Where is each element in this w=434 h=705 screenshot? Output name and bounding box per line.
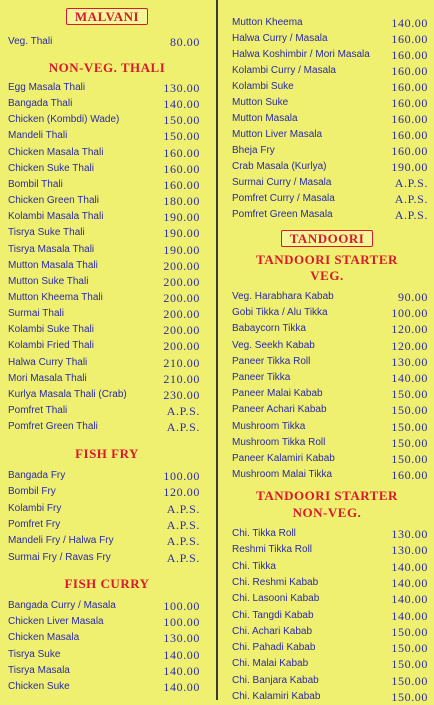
menu-item-name: Paneer Achari Kabab (232, 404, 327, 416)
menu-item (8, 322, 200, 338)
menu-item (8, 679, 200, 695)
menu-item-name: Chicken Liver Masala (8, 616, 104, 628)
menu-item-price: 130.00 (163, 631, 200, 646)
menu-item (8, 403, 200, 419)
menu-item-price: 160.00 (163, 145, 200, 160)
menu-item-price: 210.00 (163, 355, 200, 370)
menu-item-name: Halwa Koshimbir / Mori Masala (232, 49, 370, 60)
menu-item-name: Kolambi Suke Thali (8, 324, 94, 336)
menu-item-price: 190.00 (163, 210, 200, 225)
menu-item-price: 150.00 (391, 673, 428, 688)
menu-item-price: 200.00 (163, 307, 200, 322)
menu-item (232, 207, 428, 223)
menu-item-name: Mandeli Thali (8, 130, 68, 142)
menu-item-price: 90.00 (398, 290, 428, 304)
menu-item-name: Chi. Malai Kabab (232, 658, 309, 670)
menu-item (232, 370, 428, 386)
menu-item (8, 550, 200, 566)
menu-item-price: 200.00 (163, 258, 200, 273)
menu-item (232, 111, 428, 127)
menu-item (8, 387, 200, 403)
menu-item (8, 34, 200, 50)
menu-item (8, 161, 200, 177)
menu-item-name: Chicken Masala Thali (8, 146, 104, 158)
nonveg-thali-heading: NON-VEG. THALI (48, 60, 166, 75)
menu-item-price: A.P.S. (166, 534, 200, 549)
menu-item (232, 143, 428, 159)
menu-item-price: 140.00 (163, 680, 200, 694)
menu-item-name: Surmai Fry / Ravas Fry (8, 551, 111, 563)
menu-item-price: 100.00 (163, 469, 200, 483)
menu-item-name: Veg. Thali (8, 36, 53, 47)
menu-item-price: 190.00 (391, 160, 428, 174)
menu-item-name: Chicken Green Thali (8, 195, 99, 207)
menu-item-price: 150.00 (391, 657, 428, 672)
menu-item-name: Chi. Tangdi Kabab (232, 609, 314, 621)
menu-item-price: 120.00 (391, 338, 428, 353)
menu-item-price: 130.00 (391, 543, 428, 558)
menu-item (8, 468, 200, 484)
menu-item (232, 386, 428, 402)
menu-item (8, 209, 200, 225)
menu-item (232, 559, 428, 575)
menu-item-price: 190.00 (163, 226, 200, 241)
menu-item (232, 467, 428, 483)
menu-item-name: Chi. Kalamiri Kabab (232, 691, 321, 702)
menu-item (232, 354, 428, 370)
menu-item-price: 160.00 (391, 32, 428, 46)
menu-item-name: Mandeli Fry / Halwa Fry (8, 535, 114, 547)
menu-item-price: 130.00 (391, 354, 428, 369)
menu-item-price: 160.00 (163, 161, 200, 176)
menu-item-price: 160.00 (391, 80, 428, 94)
menu-item-name: Bombil Fry (8, 486, 56, 498)
menu-item-name: Paneer Tikka Roll (232, 355, 311, 367)
menu-item-price: 140.00 (391, 559, 428, 574)
menu-item (232, 526, 428, 542)
menu-item-name: Bheja Fry (232, 145, 275, 156)
menu-item-name: Babaycorn Tikka (232, 323, 306, 335)
fish-curry-heading: FISH CURRY (64, 576, 150, 591)
menu-item (232, 451, 428, 467)
tandoori-heading: TANDOORI (220, 230, 434, 248)
menu-item (8, 274, 200, 290)
menu-item-price: 140.00 (391, 16, 428, 30)
menu-item (8, 96, 200, 112)
menu-item-name: Chi. Reshmi Kabab (232, 576, 319, 588)
menu-item-price: A.P.S. (166, 404, 200, 418)
menu-item-name: Pomfret Green Masala (232, 209, 333, 220)
menu-item (8, 225, 200, 241)
menu-item (8, 112, 200, 128)
menu-item (232, 608, 428, 624)
menu-item-price: A.P.S. (166, 517, 200, 532)
menu-item-name: Halwa Curry Thali (8, 356, 88, 368)
menu-item-price: 200.00 (163, 290, 200, 305)
menu-item-name: Chi. Tikka (232, 560, 276, 572)
menu-item-name: Chi. Lasooni Kabab (232, 593, 320, 605)
menu-item-price: 160.00 (391, 64, 428, 78)
menu-item (8, 80, 200, 96)
menu-item-name: Paneer Malai Kabab (232, 388, 323, 400)
menu-item-name: Kolambi Fried Thali (8, 340, 94, 352)
menu-item-name: Mushroom Tikka Roll (232, 436, 326, 448)
menu-item-name: Chi. Achari Kabab (232, 625, 313, 637)
menu-item-price: 150.00 (391, 452, 428, 466)
menu-item (8, 355, 200, 371)
menu-item (232, 63, 428, 79)
menu-item (232, 419, 428, 435)
menu-item-name: Mutton Suke (232, 97, 289, 108)
menu-item (8, 306, 200, 322)
menu-item-name: Chicken Suke Thali (8, 162, 94, 174)
menu-item-name: Pomfret Thali (8, 405, 68, 416)
nonveg-starter-heading: TANDOORI STARTER (256, 488, 398, 503)
menu-item-name: Kolambi Curry / Masala (232, 65, 336, 76)
menu-item (232, 542, 428, 558)
menu-item (232, 15, 428, 31)
menu-item-price: A.P.S. (394, 208, 428, 222)
menu-item (8, 517, 200, 533)
menu-item-price: 140.00 (163, 97, 200, 112)
menu-item (232, 673, 428, 689)
menu-item-price: 150.00 (163, 113, 200, 128)
menu-item-price: 130.00 (391, 527, 428, 541)
menu-item-name: Tisrya Masala Thali (8, 243, 95, 255)
menu-item-price: 80.00 (170, 35, 200, 49)
menu-item (8, 177, 200, 193)
menu-item-price: 150.00 (391, 387, 428, 402)
menu-item-price: 160.00 (391, 96, 428, 110)
menu-item-price: 150.00 (163, 129, 200, 144)
menu-item-price: 140.00 (163, 663, 200, 678)
menu-item-price: 120.00 (391, 322, 428, 337)
menu-item (232, 31, 428, 47)
menu-item (232, 656, 428, 672)
menu-item-price: 190.00 (163, 242, 200, 257)
menu-item-name: Kolambi Fry (8, 502, 62, 514)
menu-item-name: Mutton Masala (232, 113, 298, 124)
menu-item (232, 159, 428, 175)
menu-item-price: 160.00 (391, 112, 428, 126)
malvani-heading: MALVANI (0, 8, 214, 26)
menu-item (232, 338, 428, 354)
menu-item-name: Veg. Harabhara Kabab (232, 291, 334, 302)
menu-item (8, 242, 200, 258)
menu-item (8, 193, 200, 209)
menu-item-name: Mushroom Malai Tikka (232, 469, 333, 481)
menu-item-name: Chicken Suke (8, 681, 70, 692)
menu-item-price: 200.00 (163, 323, 200, 338)
menu-item (232, 95, 428, 111)
menu-item-price: 100.00 (163, 615, 200, 630)
menu-item (232, 640, 428, 656)
menu-item-price: 140.00 (391, 592, 428, 607)
menu-item-price: 160.00 (391, 48, 428, 62)
menu-item-name: Chi. Pahadi Kabab (232, 642, 316, 654)
menu-item (8, 647, 200, 663)
menu-item-price: A.P.S. (166, 501, 200, 516)
menu-item (8, 338, 200, 354)
menu-item (232, 402, 428, 418)
menu-item-name: Mutton Suke Thali (8, 275, 89, 287)
menu-item-price: A.P.S. (394, 176, 428, 190)
menu-item-name: Mutton Kheema (232, 17, 303, 28)
fish-fry-heading: FISH FRY (75, 446, 139, 461)
menu-item-price: 100.00 (163, 599, 200, 613)
menu-item (8, 371, 200, 387)
menu-item-price: 200.00 (163, 339, 200, 354)
menu-item (232, 47, 428, 63)
menu-item-name: Gobi Tikka / Alu Tikka (232, 307, 328, 319)
menu-item-name: Tisrya Masala (8, 664, 70, 676)
menu-item (8, 598, 200, 614)
menu-item-name: Tisrya Suke Thali (8, 227, 85, 239)
menu-item (8, 258, 200, 274)
menu-item-name: Kolambi Masala Thali (8, 211, 104, 223)
menu-item-name: Mutton Masala Thali (8, 259, 98, 271)
menu-item (232, 175, 428, 191)
menu-item-price: 230.00 (163, 387, 200, 402)
menu-item-name: Mori Masala Thali (8, 372, 87, 384)
menu-item-price: 150.00 (391, 403, 428, 418)
menu-item-name: Egg Masala Thali (8, 82, 86, 93)
menu-item-name: Mutton Kheema Thali (8, 291, 103, 303)
menu-item-name: Veg. Seekh Kabab (232, 339, 315, 351)
menu-item-name: Paneer Tikka (232, 372, 291, 383)
menu-item (232, 624, 428, 640)
menu-item-price: 140.00 (391, 575, 428, 590)
menu-item-price: A.P.S. (166, 550, 200, 565)
menu-item-price: 150.00 (391, 641, 428, 656)
menu-item-price: 140.00 (391, 608, 428, 623)
menu-item (8, 533, 200, 549)
menu-item-name: Bangada Curry / Masala (8, 600, 116, 611)
menu-item (8, 630, 200, 646)
menu-item-price: 160.00 (163, 177, 200, 192)
menu-item-price: 210.00 (163, 371, 200, 386)
menu-item-name: Mushroom Tikka (232, 420, 306, 432)
menu-item-price: 200.00 (163, 274, 200, 289)
menu-item (232, 191, 428, 207)
menu-item-name: Chi. Tikka Roll (232, 528, 296, 539)
menu-item-name: Bangada Thali (8, 98, 73, 110)
menu-item-name: Tisrya Suke (8, 648, 61, 660)
menu-item (8, 484, 200, 500)
menu-item (8, 419, 200, 435)
veg-label: VEG. (310, 268, 344, 283)
menu-item-price: A.P.S. (394, 192, 428, 206)
menu-item (8, 501, 200, 517)
menu-item-price: 100.00 (391, 306, 428, 321)
menu-item (8, 663, 200, 679)
menu-item-price: 150.00 (391, 624, 428, 639)
menu-item-name: Kolambi Suke (232, 81, 294, 92)
menu-item-name: Pomfret Green Thali (8, 421, 98, 433)
menu-item-price: 160.00 (391, 468, 428, 483)
menu-item (8, 614, 200, 630)
menu-item-name: Chicken (Kombdi) Wade) (8, 114, 120, 126)
menu-item (232, 127, 428, 143)
menu-item-price: 160.00 (391, 144, 428, 158)
menu-item-name: Surmai Curry / Masala (232, 177, 332, 188)
menu-item-name: Mutton Liver Masala (232, 129, 323, 140)
menu-item-price: 140.00 (391, 371, 428, 385)
menu-item (8, 128, 200, 144)
menu-item-price: 160.00 (391, 128, 428, 142)
menu-item-name: Chi. Banjara Kabab (232, 674, 319, 686)
menu-item-price: 150.00 (391, 419, 428, 434)
menu-item-name: Reshmi Tikka Roll (232, 544, 313, 556)
menu-item-name: Halwa Curry / Masala (232, 33, 328, 44)
menu-item (232, 435, 428, 451)
menu-item-name: Pomfret Curry / Masala (232, 193, 335, 204)
menu-item-price: A.P.S. (166, 420, 200, 435)
nonveg-label: NON-VEG. (292, 505, 362, 520)
menu-item (232, 79, 428, 95)
menu-item-name: Chicken Masala (8, 632, 80, 644)
menu-item-name: Pomfret Fry (8, 518, 61, 530)
menu-item (232, 321, 428, 337)
menu-item-name: Surmai Thali (8, 308, 64, 320)
menu-item-name: Crab Masala (Kurlya) (232, 161, 327, 172)
menu-item-price: 150.00 (391, 435, 428, 450)
menu-item (232, 305, 428, 321)
menu-item-price: 150.00 (391, 690, 428, 704)
menu-item-name: Bangada Fry (8, 470, 66, 481)
menu-item (232, 591, 428, 607)
menu-item-name: Paneer Kalamiri Kabab (232, 453, 335, 464)
menu-item (232, 289, 428, 305)
menu-item-name: Kurlya Masala Thali (Crab) (8, 388, 127, 400)
menu-item (232, 689, 428, 705)
menu-item-price: 120.00 (163, 485, 200, 500)
menu-item-price: 140.00 (163, 647, 200, 662)
menu-item-price: 130.00 (163, 81, 200, 95)
menu-item (232, 575, 428, 591)
menu-item-price: 180.00 (163, 194, 200, 209)
veg-starter-heading: TANDOORI STARTER (256, 252, 398, 267)
menu-item (8, 145, 200, 161)
column-divider (216, 0, 218, 700)
menu-item-name: Bombil Thali (8, 178, 63, 190)
menu-item (8, 290, 200, 306)
